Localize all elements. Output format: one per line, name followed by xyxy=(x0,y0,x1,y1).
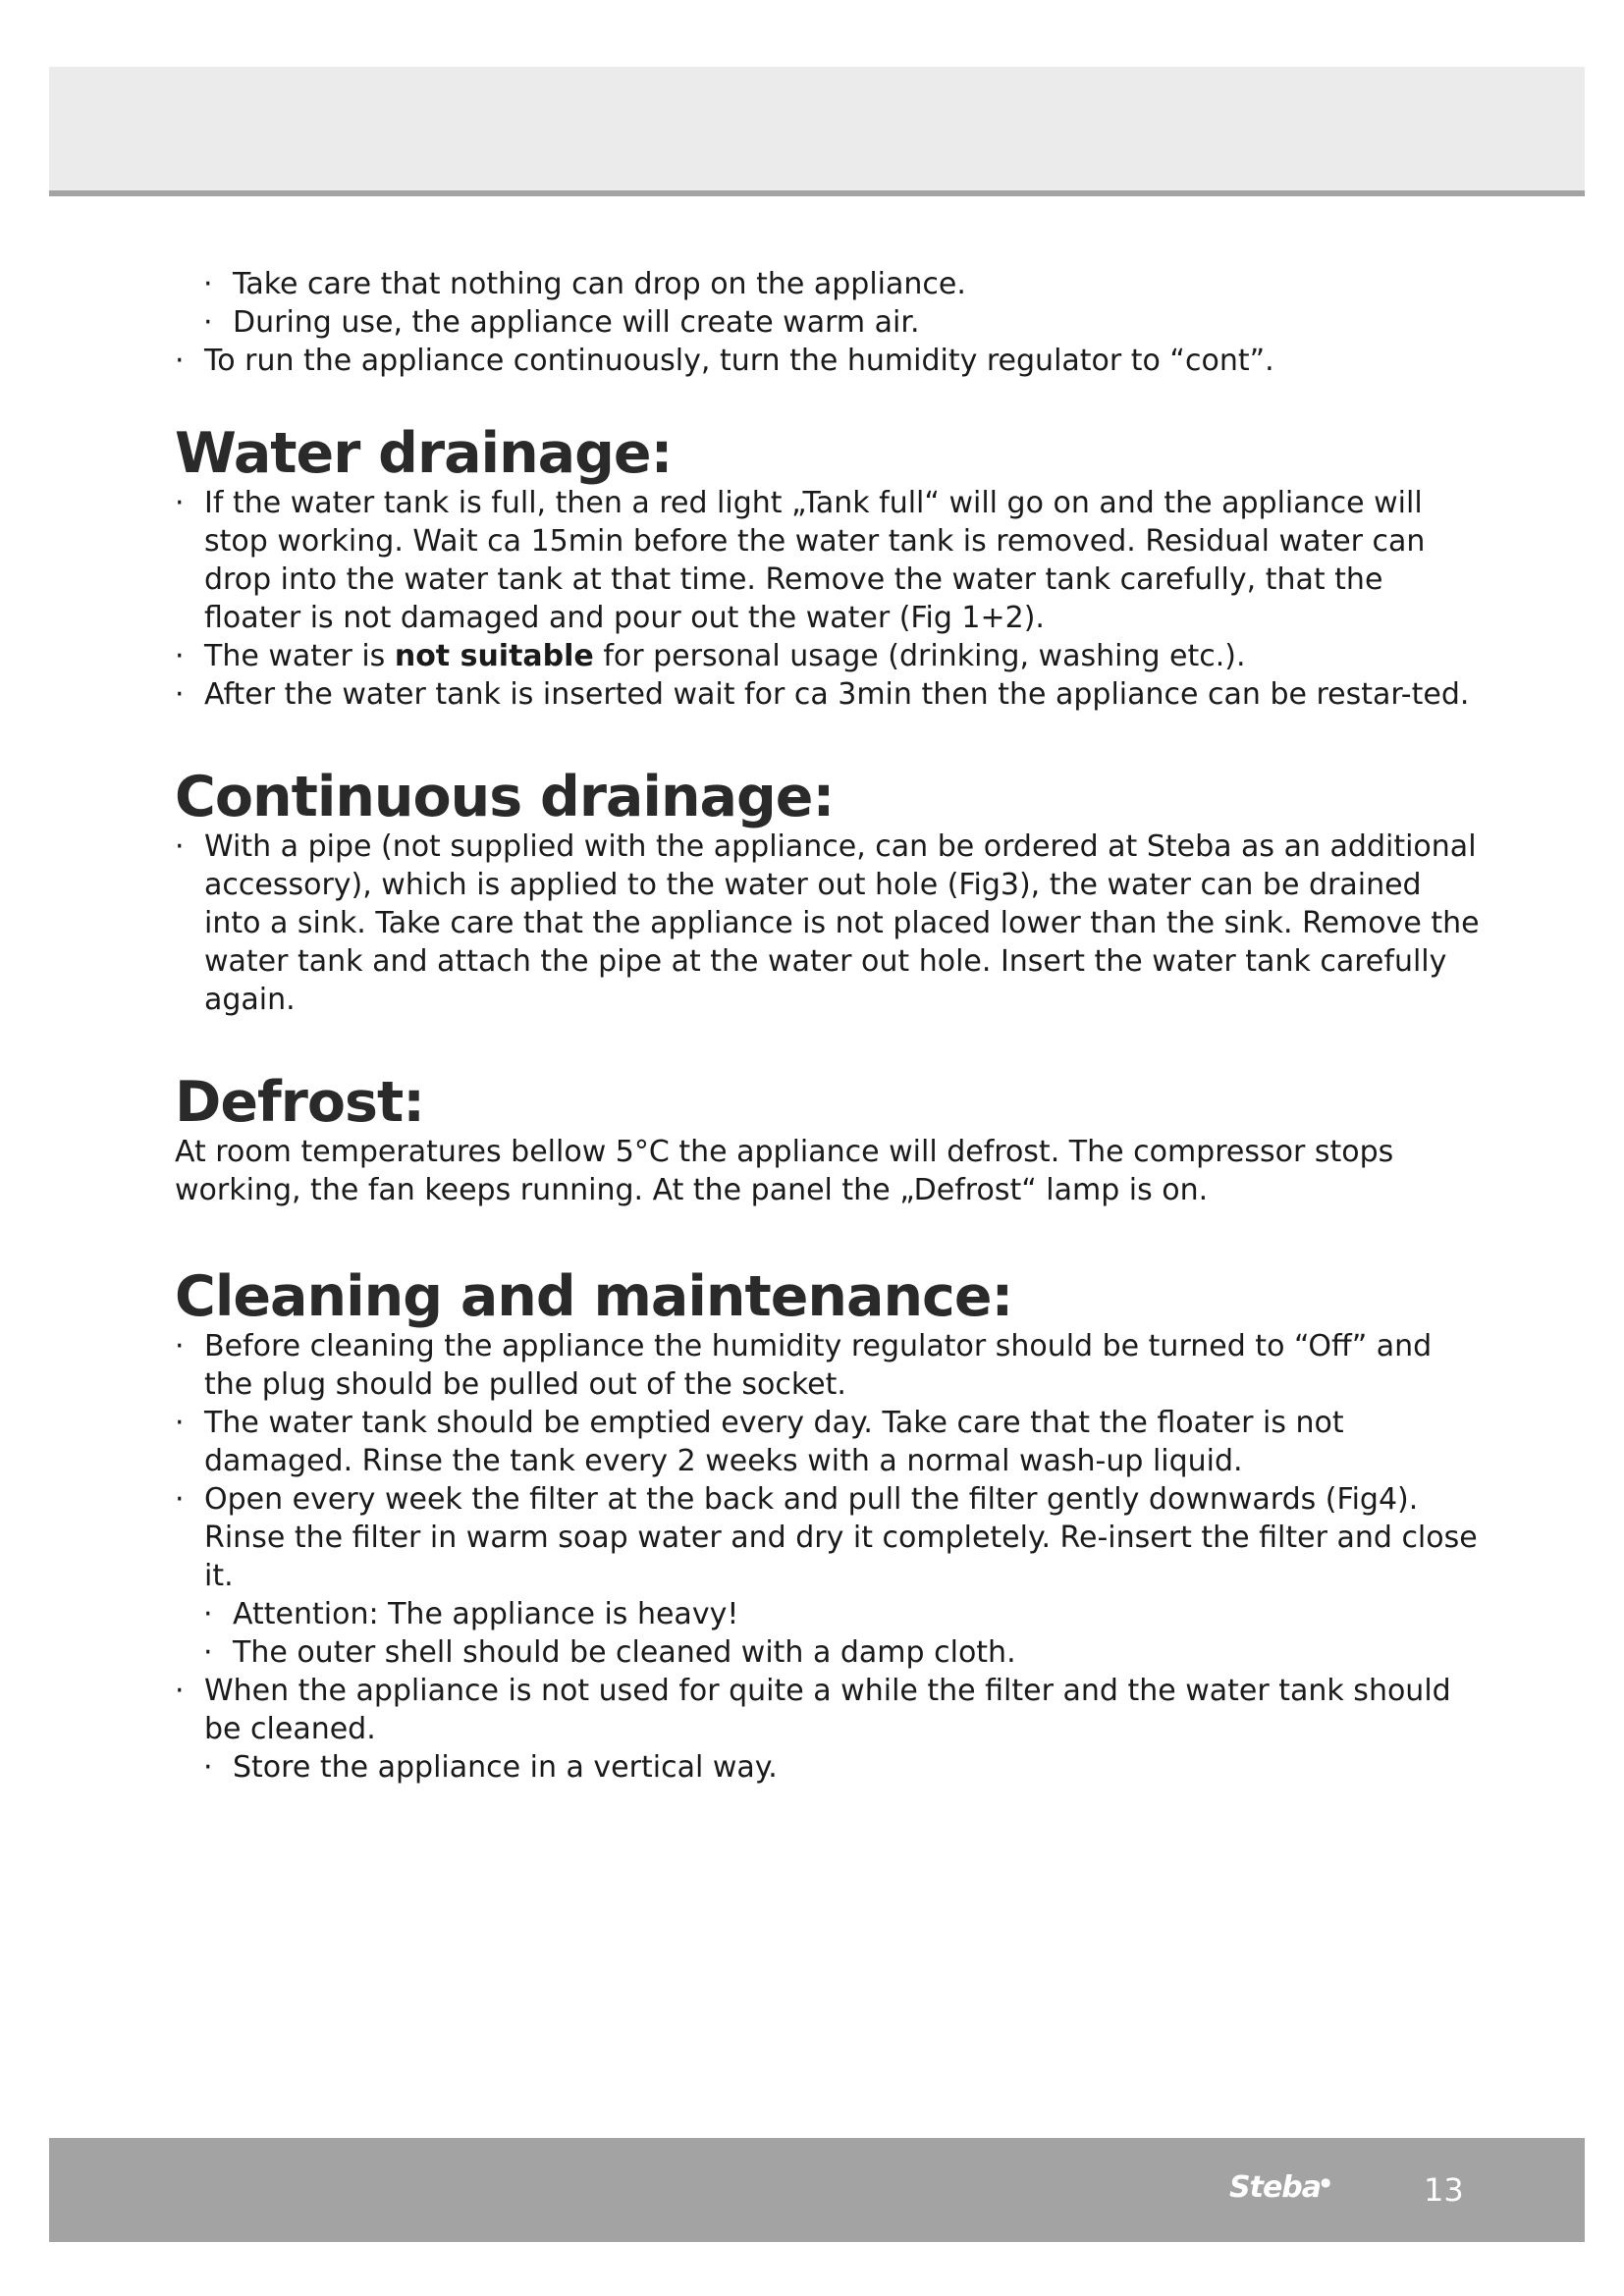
footer-band xyxy=(49,2138,1585,2242)
registered-icon: ● xyxy=(1321,2175,1330,2189)
page-number: 13 xyxy=(1424,2171,1464,2209)
list-item: · Open every week the filter at the back and pull the filter gently downwards (Fig4). Rinse the filter in warm soap water and dry it completely. Re-insert the filter and close it. xyxy=(175,1482,1478,1593)
emphasis-text: not suitable xyxy=(394,639,594,673)
continuous-drainage-heading: Continuous drainage: xyxy=(175,765,835,829)
steba-logo: Steba● xyxy=(1229,2170,1330,2205)
list-item: · Take care that nothing can drop on the appliance. xyxy=(203,267,966,301)
water-drainage-heading: Water drainage: xyxy=(175,421,673,486)
list-item: · With a pipe (not supplied with the appliance, can be ordered at Steba as an additional accessory), which is applied to the water out hole (Fig3), the water can be drained into a sink. Take care that the appliance is not placed lower than the sink. Remove the water tank and attach the pipe at the water out hole. Insert the water tank carefully again. xyxy=(175,829,1480,1017)
defrost-text: At room temperatures bellow 5°C the appliance will defrost. The compressor stops working, the fan keeps running. At the panel the „Defrost“ lamp is on. xyxy=(175,1135,1394,1207)
cleaning-heading: Cleaning and maintenance: xyxy=(175,1264,1013,1329)
header-band xyxy=(49,67,1585,196)
list-item: · During use, the appliance will create warm air. xyxy=(203,305,920,340)
list-item: · The water tank should be emptied every day. Take care that the floater is not damaged. Rinse the tank every 2 weeks with a normal wash-up liquid. xyxy=(175,1406,1344,1478)
list-item: · The outer shell should be cleaned with a damp cloth. xyxy=(203,1635,1016,1670)
page-content xyxy=(175,265,1481,1787)
defrost-heading: Defrost: xyxy=(175,1070,425,1135)
list-item: · The water is not suitable for personal usage (drinking, washing etc.). xyxy=(175,639,1246,673)
list-item: · Store the appliance in a vertical way. xyxy=(203,1750,778,1785)
list-item: · Before cleaning the appliance the humidity regulator should be turned to “Off” and the plug should be pulled out of the socket. xyxy=(175,1329,1433,1402)
list-item: · If the water tank is full, then a red light „Tank full“ will go on and the appliance will stop working. Wait ca 15min before the water tank is removed. Residual water can drop into the water tank at that time. Remove the water tank carefully, that the floater is not damaged and pour out the water (Fig 1+2). xyxy=(175,486,1426,635)
list-item: · To run the appliance continuously, turn the humidity regulator to “cont”. xyxy=(175,344,1274,378)
list-item: · When the appliance is not used for quite a while the filter and the water tank should be cleaned. xyxy=(175,1674,1451,1746)
list-item: · Attention: The appliance is heavy! xyxy=(203,1597,739,1631)
list-item: · After the water tank is inserted wait for ca 3min then the appliance can be restar-ted. xyxy=(175,677,1470,712)
